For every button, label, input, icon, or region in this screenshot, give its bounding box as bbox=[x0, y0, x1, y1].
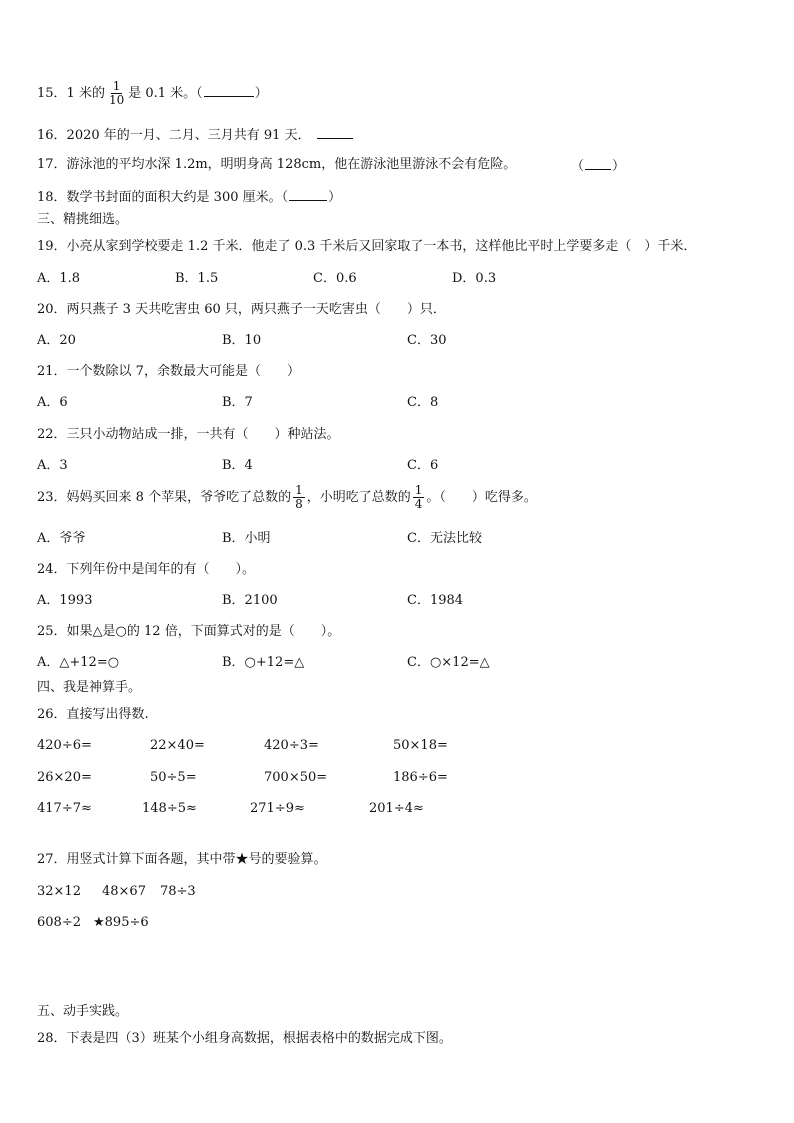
q19-option-d[interactable]: D．0.3 bbox=[452, 271, 497, 286]
q20-option-a[interactable]: A．20 bbox=[37, 333, 76, 348]
q23-option-a[interactable]: A．爷爷 bbox=[37, 531, 86, 546]
question-26: 26．直接写出得数. bbox=[37, 707, 149, 722]
q21-option-c[interactable]: C．8 bbox=[407, 395, 439, 410]
q25-option-a[interactable]: A．△+12=○ bbox=[37, 655, 120, 670]
q26-item: 50÷5= bbox=[150, 770, 197, 785]
q23-fraction-grandpa: $\frac{1}{8}$ bbox=[295, 483, 303, 511]
q26-item: 700×50= bbox=[264, 770, 328, 785]
q17-answer-blank[interactable] bbox=[585, 157, 611, 170]
question-15: 15．1 米的 $\frac{1}{10}$ 是 0.1 米。（ ） bbox=[37, 79, 268, 107]
q26-item: 417÷7≈ bbox=[37, 801, 92, 816]
q25-option-b[interactable]: B．○+12=△ bbox=[222, 655, 305, 670]
question-16: 16．2020 年的一月、二月、三月共有 91 天． bbox=[37, 126, 354, 144]
q26-item: 26×20= bbox=[37, 770, 92, 785]
q22-option-c[interactable]: C．6 bbox=[407, 458, 439, 473]
question-20: 20．两只燕子 3 天共吃害虫 60 只，两只燕子一天吃害虫（ ）只． bbox=[37, 302, 446, 317]
question-21: 21．一个数除以 7，余数最大可能是（ ） bbox=[37, 364, 300, 379]
q23-fraction-xiaoming: $\frac{1}{4}$ bbox=[414, 483, 423, 511]
q23-option-c[interactable]: C．无法比较 bbox=[407, 531, 482, 546]
q26-item: 201÷4≈ bbox=[369, 801, 424, 816]
q27-item: 48×67 bbox=[102, 884, 146, 899]
question-25: 25．如果△是○的 12 倍，下面算式对的是（ ）。 bbox=[37, 624, 341, 639]
section-3-heading: 三、精挑细选。 bbox=[37, 212, 129, 227]
q20-option-b[interactable]: B．10 bbox=[222, 333, 262, 348]
q20-option-c[interactable]: C．30 bbox=[407, 333, 447, 348]
section-5-heading: 五、动手实践。 bbox=[37, 1004, 129, 1019]
q24-option-c[interactable]: C．1984 bbox=[407, 593, 464, 608]
q27-item: 78÷3 bbox=[160, 884, 196, 899]
q26-item: 50×18= bbox=[393, 738, 448, 753]
q16-answer-blank[interactable] bbox=[317, 126, 353, 139]
q22-option-a[interactable]: A．3 bbox=[37, 458, 68, 473]
q19-option-a[interactable]: A．1.8 bbox=[37, 271, 81, 286]
q21-option-a[interactable]: A．6 bbox=[37, 395, 68, 410]
q15-text-a: 15．1 米的 bbox=[37, 86, 105, 101]
q26-item: 148÷5≈ bbox=[142, 801, 197, 816]
q21-option-b[interactable]: B．7 bbox=[222, 395, 253, 410]
q26-item: 271÷9≈ bbox=[250, 801, 305, 816]
q15-text-b: 是 0.1 米。（ bbox=[128, 86, 203, 101]
section-4-heading: 四、我是神算手。 bbox=[37, 680, 142, 695]
q17-answer: （ ） bbox=[571, 159, 626, 174]
q26-item: 22×40= bbox=[150, 738, 205, 753]
question-22: 22．三只小动物站成一排，一共有（ ）种站法。 bbox=[37, 427, 340, 442]
q19-option-c[interactable]: C．0.6 bbox=[313, 271, 357, 286]
q24-option-a[interactable]: A．1993 bbox=[37, 593, 93, 608]
q15-answer-blank[interactable] bbox=[204, 84, 254, 97]
question-27: 27．用竖式计算下面各题，其中带★号的要验算。 bbox=[37, 852, 327, 867]
question-17: 17．游泳池的平均水深 1.2m，明明身高 128cm，他在游泳池里游泳不会有危险。 bbox=[37, 157, 517, 172]
question-24: 24．下列年份中是闰年的有（ ）。 bbox=[37, 562, 256, 577]
question-28: 28．下表是四（3）班某个小组身高数据，根据表格中的数据完成下图。 bbox=[37, 1031, 452, 1046]
q15-fraction: $\frac{1}{10}$ bbox=[108, 79, 125, 107]
q24-option-b[interactable]: B．2100 bbox=[222, 593, 278, 608]
q19-option-b[interactable]: B．1.5 bbox=[175, 271, 219, 286]
q26-item: 186÷6= bbox=[393, 770, 448, 785]
q22-option-b[interactable]: B．4 bbox=[222, 458, 253, 473]
q26-item: 420÷6= bbox=[37, 738, 92, 753]
q18-answer-blank[interactable] bbox=[289, 188, 327, 201]
q27-item: 608÷2 bbox=[37, 915, 81, 930]
question-19: 19．小亮从家到学校要走 1.2 千米．他走了 0.3 千米后又回家取了一本书，这样他比平时上学要多走（ ）千米． bbox=[37, 239, 697, 254]
q27-item: 32×12 bbox=[37, 884, 81, 899]
q26-item: 420÷3= bbox=[264, 738, 319, 753]
q27-item: ★895÷6 bbox=[93, 915, 149, 930]
question-23: 23．妈妈买回来 8 个苹果，爷爷吃了总数的 $\frac{1}{8}$ ，小明吃了总数的 $\frac{1}{4}$ 。（ ）吃得多。 bbox=[37, 483, 537, 511]
q23-option-b[interactable]: B．小明 bbox=[222, 531, 271, 546]
q25-option-c[interactable]: C．○×12=△ bbox=[407, 655, 490, 670]
question-18: 18．数学书封面的面积大约是 300 厘米。（ ） bbox=[37, 190, 342, 205]
